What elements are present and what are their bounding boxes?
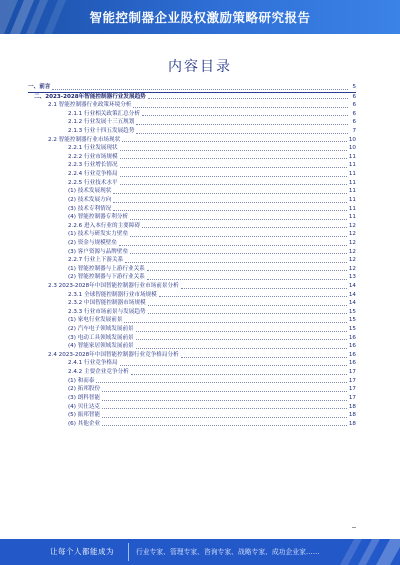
toc-entry-title: (2) 技术发展方向 xyxy=(68,196,112,203)
toc-entry-page: 16 xyxy=(348,343,356,350)
toc-dot-leader xyxy=(181,288,347,289)
toc-entry[interactable] xyxy=(28,170,356,179)
toc-dot-leader xyxy=(113,210,347,211)
toc-entry[interactable] xyxy=(28,153,356,162)
toc-dot-leader xyxy=(125,262,347,263)
toc-entry-title: 2.4.2 主要企业竞争分析 xyxy=(68,369,129,376)
toc-entry-page: 12 xyxy=(348,222,356,229)
toc-entry-title: 2.1.3 行业十四五发展趋势 xyxy=(68,128,135,135)
toc-entry-title: (1) 技术与研发实力壁垒 xyxy=(68,231,129,238)
toc-dot-leader xyxy=(102,417,347,418)
toc-entry-title: 2.2.5 行业技术水平 xyxy=(68,179,118,186)
toc-entry[interactable] xyxy=(28,403,356,412)
toc-entry[interactable] xyxy=(28,360,356,369)
toc-dot-leader xyxy=(148,98,348,99)
toc-dot-leader xyxy=(133,107,348,108)
toc-entry-page: 11 xyxy=(348,196,356,203)
toc-entry-page: 11 xyxy=(348,171,356,178)
toc-entry[interactable] xyxy=(28,239,356,248)
toc-entry-page: 10 xyxy=(348,136,356,143)
toc-entry[interactable] xyxy=(28,127,356,136)
toc-entry-title: (3) 电动工具领域发展前景 xyxy=(68,334,134,341)
toc-entry-page: 6 xyxy=(352,93,356,100)
toc-entry-title: 2.1 智能控制器行业政策环境分析 xyxy=(48,102,132,109)
toc-entry-page: 12 xyxy=(348,239,356,246)
toc-entry-title: 一、前言 xyxy=(28,83,51,90)
page-marker xyxy=(352,527,356,528)
toc-entry[interactable] xyxy=(28,230,356,239)
toc-entry[interactable] xyxy=(28,222,356,231)
toc-entry-page: 15 xyxy=(348,308,356,315)
toc-dot-leader xyxy=(159,296,347,297)
footer-tagline: 行业专家、管理专家、咨询专家、战略专家、成功企业家…… xyxy=(136,548,320,556)
toc-entry-page: 10 xyxy=(348,145,356,152)
toc-entry-page: 11 xyxy=(348,188,356,195)
toc-dot-leader xyxy=(136,348,347,349)
toc-entry-page: 5 xyxy=(352,83,356,90)
toc-entry-title: (4) 贝仕达克 xyxy=(68,403,101,410)
toc-entry[interactable] xyxy=(28,110,356,119)
toc-dot-leader xyxy=(131,374,347,375)
page-header-banner xyxy=(0,0,400,34)
toc-entry-page: 15 xyxy=(348,317,356,324)
toc-entry-page: 11 xyxy=(348,179,356,186)
toc-dot-leader xyxy=(124,322,346,323)
toc-dot-leader xyxy=(96,382,346,383)
toc-entry[interactable] xyxy=(28,248,356,257)
toc-dot-leader xyxy=(102,408,347,409)
toc-entry-page: 13 xyxy=(348,274,356,281)
toc-entry-page: 14 xyxy=(348,291,356,298)
toc-entry-title: (2) 资金与规模壁垒 xyxy=(68,239,117,246)
toc-entry[interactable] xyxy=(28,136,356,145)
toc-entry[interactable] xyxy=(28,368,356,377)
toc-entry-title: 2.3.1 全球智能控制器行业市场规模 xyxy=(68,291,157,298)
toc-entry-page: 12 xyxy=(348,231,356,238)
toc-entry-title: (3) 客户资源与品牌壁垒 xyxy=(68,248,129,255)
toc-dot-leader xyxy=(102,391,347,392)
toc-dot-leader xyxy=(136,124,348,125)
toc-entry-page: 7 xyxy=(352,128,356,135)
toc-entry-title: 2.4 2023-2028年中国智能控制器行业竞争格局分析 xyxy=(48,351,179,358)
toc-entry-title: 2.2.2 行业市场规模 xyxy=(68,153,118,160)
toc-entry[interactable] xyxy=(28,187,356,196)
toc-entry[interactable] xyxy=(28,118,356,127)
toc-dot-leader xyxy=(147,270,347,271)
toc-entry-page: 11 xyxy=(348,214,356,221)
toc-entry-page: 16 xyxy=(348,351,356,358)
toc-dot-leader xyxy=(148,313,347,314)
toc-dot-leader xyxy=(120,184,347,185)
toc-entry-page: 18 xyxy=(348,412,356,419)
toc-entry-title: 2.2.4 行业竞争格局 xyxy=(68,171,118,178)
toc-entry-title: 2.2.1 行业发展现状 xyxy=(68,145,118,152)
toc-entry-title: (4) 智能家居领域发展前景 xyxy=(68,343,134,350)
toc-entry-page: 12 xyxy=(348,265,356,272)
toc-entry-title: 2.4.1 行业竞争格局 xyxy=(68,360,118,367)
toc-entry-page: 6 xyxy=(352,110,356,117)
toc-entry[interactable] xyxy=(28,334,356,343)
toc-entry[interactable] xyxy=(28,84,356,93)
toc-dot-leader xyxy=(52,89,348,90)
toc-entry[interactable] xyxy=(28,256,356,265)
toc-entry[interactable] xyxy=(28,351,356,360)
toc-entry-page: 16 xyxy=(348,360,356,367)
toc-entry-title: 2.3.3 行业市场前景与发展趋势 xyxy=(68,308,146,315)
toc-entry-title: (5) 振邦智能 xyxy=(68,412,101,419)
toc-dot-leader xyxy=(120,365,347,366)
toc-entry-page: 11 xyxy=(348,205,356,212)
toc-entry-page: 18 xyxy=(348,403,356,410)
toc-entry-title: 二、2023-2028年智能控制器行业发展趋势 xyxy=(34,93,146,100)
toc-entry[interactable] xyxy=(28,93,356,102)
toc-entry-page: 17 xyxy=(348,394,356,401)
toc-entry[interactable] xyxy=(28,394,356,403)
toc-entry-page: 12 xyxy=(348,248,356,255)
toc-entry[interactable] xyxy=(28,377,356,386)
toc-entry-page: 17 xyxy=(348,369,356,376)
toc-entry-title: (1) 技术发展现状 xyxy=(68,188,112,195)
toc-dot-leader xyxy=(120,150,347,151)
toc-dot-leader xyxy=(142,227,347,228)
toc-entry-page: 15 xyxy=(348,326,356,333)
toc-entry-page: 6 xyxy=(352,119,356,126)
toc-entry-page: 14 xyxy=(348,300,356,307)
toc-dot-leader xyxy=(136,133,348,134)
toc-entry[interactable] xyxy=(28,411,356,420)
toc-dot-leader xyxy=(136,331,347,332)
toc-dot-leader xyxy=(102,400,347,401)
toc-entry-title: (3) 技术专利情况 xyxy=(68,205,112,212)
toc-entry[interactable] xyxy=(28,308,356,317)
footer-slogan: 让每个人都能成为 xyxy=(50,547,114,556)
toc-entry[interactable] xyxy=(28,316,356,325)
toc-entry-title: (4) 智能控制器专利分析 xyxy=(68,214,129,221)
toc-entry[interactable] xyxy=(28,265,356,274)
page-footer-banner xyxy=(0,539,400,565)
toc-entry-title: (1) 和而泰 xyxy=(68,377,95,384)
toc-dot-leader xyxy=(142,115,348,116)
toc-entry-page: 17 xyxy=(348,386,356,393)
toc-dot-leader xyxy=(113,202,347,203)
toc-entry-title: (2) 拓邦股份 xyxy=(68,386,101,393)
toc-dot-leader xyxy=(147,279,347,280)
toc-entry-title: 2.1.1 行业相关政策汇总分析 xyxy=(68,110,140,117)
toc-entry-page: 14 xyxy=(348,283,356,289)
toc-entry-page: 17 xyxy=(348,377,356,384)
toc-entry-page: 11 xyxy=(348,162,356,169)
toc-dot-leader xyxy=(119,245,347,246)
toc-dot-leader xyxy=(130,253,347,254)
toc-entry[interactable] xyxy=(28,179,356,188)
report-title: 智能控制器企业股权激励策略研究报告 xyxy=(89,10,311,25)
toc-entry-page: 16 xyxy=(348,334,356,341)
toc-dot-leader xyxy=(113,193,347,194)
toc-entry-page: 18 xyxy=(348,420,356,427)
toc-dot-leader xyxy=(120,176,347,177)
toc-entry[interactable] xyxy=(28,420,356,429)
toc-entry[interactable] xyxy=(28,161,356,170)
toc-entry-title: (2) 汽车电子领域发展前景 xyxy=(68,326,134,333)
toc-entry-page: 6 xyxy=(352,102,356,109)
toc-dot-leader xyxy=(148,305,347,306)
toc-entry-title: 2.3.2 中国智能控制器市场规模 xyxy=(68,300,146,307)
toc-entry[interactable] xyxy=(28,291,356,300)
toc-entry-title: (1) 家电行业发展前景 xyxy=(68,317,123,324)
toc-dot-leader xyxy=(130,219,347,220)
toc-entry-title: 2.1.2 行业发展十三五规划 xyxy=(68,119,135,126)
toc-entry[interactable] xyxy=(28,342,356,351)
toc-entry[interactable] xyxy=(28,101,356,110)
toc-entry-title: 2.2 智能控制器行业市场现状 xyxy=(48,136,121,143)
toc-entry[interactable] xyxy=(28,213,356,222)
toc-dot-leader xyxy=(130,236,347,237)
toc-heading: 内容目录 xyxy=(168,59,232,75)
toc-dot-leader xyxy=(181,357,347,358)
toc-entry-title: (6) 其他企业 xyxy=(68,420,101,427)
toc-dot-leader xyxy=(120,158,347,159)
toc-entry[interactable] xyxy=(28,385,356,394)
toc-entry[interactable] xyxy=(28,282,356,291)
toc-entry[interactable] xyxy=(28,325,356,334)
footer-divider xyxy=(128,543,129,561)
footer-stripes-decoration xyxy=(310,539,400,565)
toc-dot-leader xyxy=(122,141,347,142)
toc-entry[interactable] xyxy=(28,205,356,214)
toc-entry[interactable] xyxy=(28,196,356,205)
toc-entry-title: 2.3 2023-2028年中国智能控制器行业市场前景分析 xyxy=(48,283,179,289)
toc-entry-title: 2.2.3 行业增长情况 xyxy=(68,162,118,169)
table-of-contents xyxy=(28,84,356,428)
toc-entry-title: 2.2.7 行业上下游关系 xyxy=(68,257,124,264)
toc-entry[interactable] xyxy=(28,273,356,282)
toc-entry-title: (2) 智能控制器与下游行业关系 xyxy=(68,274,145,281)
toc-entry[interactable] xyxy=(28,299,356,308)
toc-dot-leader xyxy=(136,339,347,340)
toc-entry-page: 11 xyxy=(348,153,356,160)
toc-entry-title: (1) 智能控制器与上游行业关系 xyxy=(68,265,145,272)
toc-entry[interactable] xyxy=(28,144,356,153)
toc-dot-leader xyxy=(102,425,347,426)
toc-entry-title: 2.2.6 进入本行业的主要障碍 xyxy=(68,222,140,229)
toc-entry-page: 12 xyxy=(348,257,356,264)
toc-entry-title: (3) 朗科智能 xyxy=(68,394,101,401)
toc-dot-leader xyxy=(120,167,347,168)
